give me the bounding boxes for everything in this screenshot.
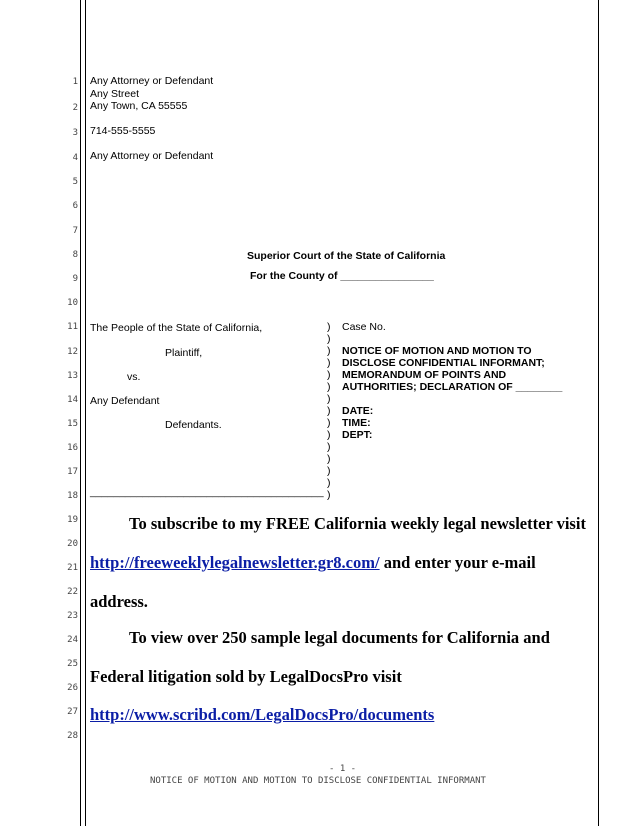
caption-paren: )	[327, 453, 331, 465]
line-number: 26	[67, 683, 78, 693]
line-number: 9	[72, 274, 78, 284]
documents-link[interactable]: http://www.scribd.com/LegalDocsPro/documents	[90, 705, 435, 724]
hearing-dept: DEPT:	[342, 429, 373, 441]
court-title: Superior Court of the State of California	[247, 250, 446, 262]
line-number: 25	[67, 659, 78, 669]
case-number: Case No.	[342, 321, 386, 333]
newsletter-sentence-cont: and enter your e-mail	[379, 553, 536, 572]
line-number: 16	[67, 443, 78, 453]
line-number: 8	[72, 250, 78, 260]
line-number: 22	[67, 587, 78, 597]
newsletter-link[interactable]: http://freeweeklylegalnewsletter.gr8.com/	[90, 553, 380, 572]
line-number: 12	[67, 347, 78, 357]
newsletter-sentence: To subscribe to my FREE California weekly legal newsletter visit	[129, 514, 586, 533]
motion-title-line: AUTHORITIES; DECLARATION OF ________	[342, 381, 563, 393]
line-number: 15	[67, 419, 78, 429]
line-number: 24	[67, 635, 78, 645]
attorney-street: Any Street	[90, 88, 140, 100]
line-number: 3	[72, 128, 78, 138]
line-number: 6	[72, 201, 78, 211]
line-number: 13	[67, 371, 78, 381]
margin-rule-right	[598, 0, 599, 826]
footer-title: NOTICE OF MOTION AND MOTION TO DISCLOSE CONFIDENTIAL INFORMANT	[150, 776, 486, 786]
plaintiff-label: Plaintiff,	[165, 347, 203, 359]
caption-paren: )	[327, 489, 331, 501]
line-number: 20	[67, 539, 78, 549]
documents-sentence-cont: Federal litigation sold by LegalDocsPro visit	[90, 667, 402, 686]
attorney-name: Any Attorney or Defendant	[90, 75, 214, 87]
caption-paren: )	[327, 441, 331, 453]
line-number: 21	[67, 563, 78, 573]
attorney-role: Any Attorney or Defendant	[90, 150, 214, 162]
line-number: 23	[67, 611, 78, 621]
motion-title-line: DISCLOSE CONFIDENTIAL INFORMANT;	[342, 357, 545, 369]
motion-title-line: MEMORANDUM OF POINTS AND	[342, 369, 507, 381]
court-county: For the County of ________________	[250, 270, 434, 282]
motion-title-line: NOTICE OF MOTION AND MOTION TO	[342, 345, 532, 357]
newsletter-sentence-end: address.	[90, 592, 148, 611]
caption-paren: )	[327, 429, 331, 441]
defendant-label: Defendants.	[165, 419, 222, 431]
versus: vs.	[127, 371, 141, 383]
margin-rule-left-inner	[85, 0, 86, 826]
margin-rule-left-outer	[80, 0, 81, 826]
caption-paren: )	[327, 405, 331, 417]
line-number: 4	[72, 153, 78, 163]
caption-paren: )	[327, 381, 331, 393]
line-number: 1	[72, 77, 78, 87]
line-number: 2	[72, 103, 78, 113]
hearing-time: TIME:	[342, 417, 371, 429]
line-number: 17	[67, 467, 78, 477]
caption-paren: )	[327, 369, 331, 381]
newsletter-link-line	[90, 553, 536, 573]
defendant-name: Any Defendant	[90, 395, 160, 407]
line-number: 10	[67, 298, 78, 308]
caption-paren: )	[327, 393, 331, 405]
caption-paren: )	[327, 333, 331, 345]
line-number: 5	[72, 177, 78, 187]
line-number: 7	[72, 226, 78, 236]
caption-paren: )	[327, 321, 331, 333]
caption-paren: )	[327, 417, 331, 429]
line-number: 18	[67, 491, 78, 501]
line-number: 28	[67, 731, 78, 741]
line-number: 27	[67, 707, 78, 717]
documents-sentence: To view over 250 sample legal documents for California and	[129, 628, 550, 647]
line-number: 14	[67, 395, 78, 405]
hearing-date: DATE:	[342, 405, 374, 417]
plaintiff-name: The People of the State of California,	[90, 322, 263, 334]
caption-paren: )	[327, 465, 331, 477]
caption-paren: )	[327, 477, 331, 489]
caption-paren: )	[327, 357, 331, 369]
line-number: 19	[67, 515, 78, 525]
line-number: 11	[67, 322, 78, 332]
caption-signature-line: ________________________________________	[90, 486, 324, 498]
caption-paren: )	[327, 345, 331, 357]
documents-link-line	[90, 705, 434, 725]
page-number: - 1 -	[329, 764, 357, 774]
attorney-phone: 714-555-5555	[90, 125, 156, 137]
attorney-city: Any Town, CA 55555	[90, 100, 188, 112]
